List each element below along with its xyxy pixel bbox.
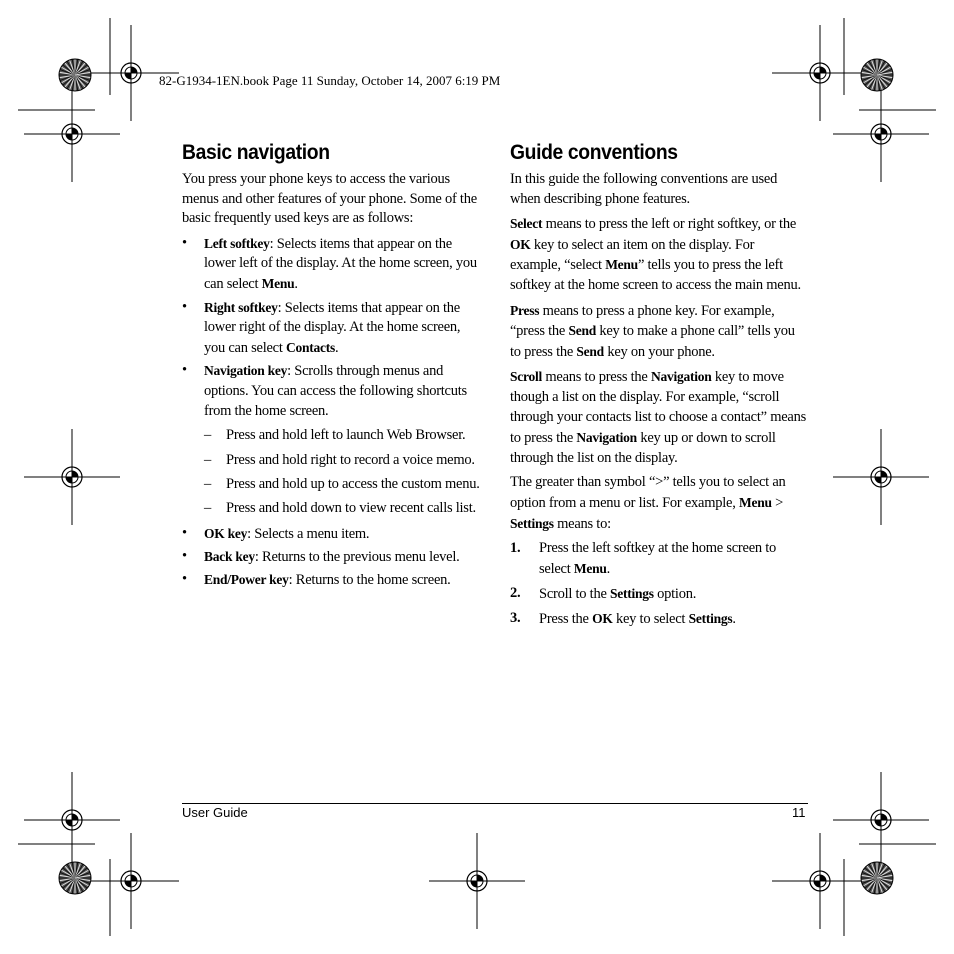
section-title-guide-conventions: Guide conventions — [510, 141, 678, 164]
print-header: 82-G1934-1EN.book Page 11 Sunday, October 14, 2007 6:19 PM — [159, 73, 501, 88]
registration-mark — [833, 772, 929, 868]
page-number: 11 — [792, 805, 806, 820]
starburst-mark — [59, 862, 91, 894]
shortcut-item: – Press and hold right to record a voice memo. — [204, 451, 475, 468]
registration-mark — [772, 833, 868, 929]
shortcut-item: – Press and hold left to launch Web Browser. — [204, 427, 466, 444]
basic-navigation-intro: You press your phone keys to access the various menus and other features of your phone. Some of the basic frequently used keys are as follows: — [182, 170, 477, 227]
registration-mark — [833, 429, 929, 525]
step-item: 2. Scroll to the Settings option. — [510, 584, 697, 602]
registration-mark — [24, 429, 120, 525]
starburst-mark — [861, 862, 893, 894]
registration-mark — [833, 86, 929, 182]
convention-greater-than: The greater than symbol “>” tells you to select an option from a menu or list. For example, Menu > Settings means to: — [510, 473, 786, 532]
registration-mark — [429, 833, 525, 929]
list-item-ok-key: • OK key: Selects a menu item. — [182, 524, 370, 542]
step-item: 1. Press the left softkey at the home screen to select Menu. — [510, 539, 777, 577]
convention-select: Select means to press the left or right softkey, or the OK key to select an item on the display. For example, “select Menu” tells you to press the left softkey at the home screen to access the main menu. — [510, 215, 801, 294]
list-item-back-key: • Back key: Returns to the previous menu level. — [182, 547, 460, 565]
registration-mark — [772, 25, 868, 121]
list-item-left-softkey: • Left softkey: Selects items that appear on the lower left of the display. At the home screen, you can select Menu. — [182, 234, 477, 293]
registration-mark — [83, 833, 179, 929]
footer-label: User Guide — [182, 805, 248, 820]
shortcut-item: – Press and hold down to view recent calls list. — [204, 500, 476, 517]
right-column — [510, 143, 808, 635]
guide-conventions-intro: In this guide the following conventions are used when describing phone features. — [510, 170, 778, 207]
convention-scroll: Scroll means to press the Navigation key to move though a list on the display. For example, “scroll through your contacts list to choose a contact” means to press the Navigation key up or down to scroll through the list on the display. — [510, 369, 806, 466]
list-item-right-softkey: • Right softkey: Selects items that appear on the lower right of the display. At the home screen, you can select Contacts. — [182, 298, 461, 357]
step-item: 3. Press the OK key to select Settings. — [510, 610, 736, 628]
left-column — [182, 143, 482, 593]
footer-rule — [182, 803, 808, 804]
starburst-mark — [59, 59, 91, 91]
registration-mark — [24, 86, 120, 182]
list-item-end-power-key: • End/Power key: Returns to the home screen. — [182, 571, 451, 589]
section-title-basic-navigation: Basic navigation — [182, 141, 330, 164]
registration-mark — [24, 772, 120, 868]
list-item-navigation-key: • Navigation key: Scrolls through menus and options. You can access the following shortcuts from the home screen. — [182, 362, 467, 420]
starburst-mark — [861, 59, 893, 91]
convention-press: Press means to press a phone key. For example, “press the Send key to make a phone call” tells you to press the Send key on your phone. — [510, 302, 795, 361]
shortcut-item: – Press and hold up to access the custom menu. — [204, 475, 480, 492]
